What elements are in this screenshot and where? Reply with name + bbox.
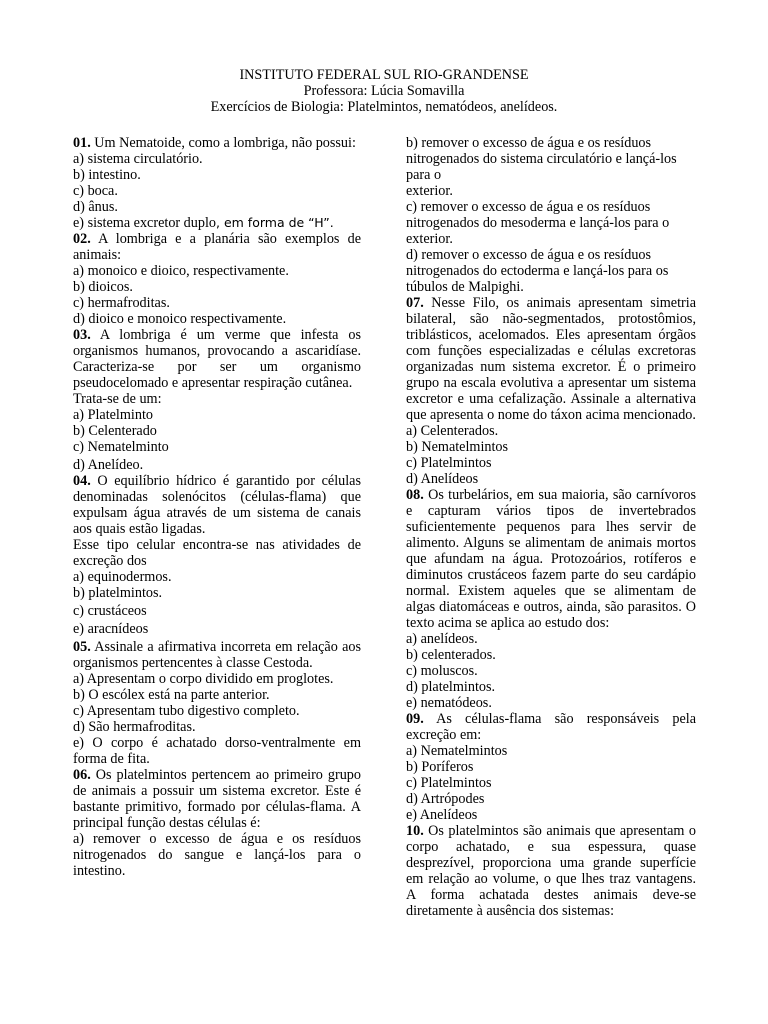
question-number: 04. (73, 473, 91, 489)
question-03 (73, 327, 361, 473)
option: a) equinodermos. (73, 569, 172, 585)
question-text: 04. O equilíbrio hídrico é garantido por células denominadas solenócitos (células-flama) que expulsam água através de um sistema de canais aos quais estão ligadas. (73, 473, 361, 537)
question-08 (406, 487, 696, 711)
question-number: 09. (406, 711, 424, 727)
option: b) Celenterado (73, 423, 157, 439)
option: a) Apresentam o corpo dividido em proglotes. (73, 671, 334, 687)
option: b) platelmintos. (73, 585, 163, 601)
option: b) O escólex está na parte anterior. (73, 687, 270, 703)
option: d) São hermafroditas. (73, 719, 196, 735)
question-text: 03. A lombriga é um verme que infesta os organismos humanos, provocando a ascaridíase. Caracteriza-se por ser um organismo pseudocelomado e apresentar respiração cutânea. (73, 327, 361, 391)
teacher-name: Professora: Lúcia Somavilla (303, 83, 465, 99)
option: e) Anelídeos (406, 807, 478, 823)
document-header (0, 67, 768, 115)
option: e) nematódeos. (406, 695, 492, 711)
option: c) hermafroditas. (73, 295, 170, 311)
option: e) aracnídeos (73, 621, 149, 637)
option: a) sistema circulatório. (73, 151, 203, 167)
question-07 (406, 295, 696, 487)
option: c) Apresentam tubo digestivo completo. (73, 703, 300, 719)
question-text: 09. As células-flama são responsáveis pela excreção em: (406, 711, 696, 743)
question-05 (73, 639, 361, 767)
question-01 (73, 135, 361, 231)
question-text: 05. Assinale a afirmativa incorreta em relação aos organismos pertencentes à classe Cestoda. (73, 639, 361, 671)
question-text: 01. Um Nematoide, como a lombriga, não possui: (73, 135, 356, 151)
question-02 (73, 231, 361, 327)
option: e) sistema excretor duplo, em forma de “H”. (73, 215, 334, 231)
question-prompt: Esse tipo celular encontra-se nas atividades de excreção dos (73, 537, 361, 569)
option: d) Artrópodes (406, 791, 485, 807)
exercise-title: Exercícios de Biologia: Platelmintos, nematódeos, anelídeos. (210, 99, 558, 115)
option: d) Anelídeos (406, 471, 479, 487)
question-09 (406, 711, 696, 823)
option: a) Celenterados. (406, 423, 499, 439)
question-number: 10. (406, 823, 424, 839)
question-number: 03. (73, 327, 91, 343)
option: b) remover o excesso de água e os resíduos nitrogenados do sistema circulatório e lançá-los para o (406, 135, 677, 183)
institution-name: INSTITUTO FEDERAL SUL RIO-GRANDENSE (239, 67, 529, 83)
question-number: 05. (73, 639, 91, 655)
right-column (406, 135, 696, 919)
option: d) dioico e monoico respectivamente. (73, 311, 287, 327)
option: b) Poríferos (406, 759, 474, 775)
option: d) Anelídeo. (73, 457, 144, 473)
question-text: 07. Nesse Filo, os animais apresentam simetria bilateral, são não-segmentados, protostômios, triblásticos, acelomados. Eles apresentam órgãos com funções especializadas e células excretoras organizadas num sistema excretor. É o primeiro grupo na escala evolutiva a apresentar um sistema excretor e uma cefalização. Assinale a alternativa que apresenta o nome do táxon acima mencionado. (406, 295, 696, 423)
option: a) remover o excesso de água e os resíduos nitrogenados do sangue e lançá-los para o intestino. (73, 831, 361, 879)
option: d) platelmintos. (406, 679, 496, 695)
option: b) dioicos. (73, 279, 133, 295)
question-number: 06. (73, 767, 91, 783)
left-column (73, 135, 361, 879)
option: c) Platelmintos (406, 455, 492, 471)
question-10 (406, 823, 696, 919)
option: b) intestino. (73, 167, 141, 183)
option: c) crustáceos (73, 603, 147, 619)
question-number: 02. (73, 231, 91, 247)
option: d) remover o excesso de água e os resíduos nitrogenados do ectoderma e lançá-los para os (406, 247, 669, 279)
question-number: 01. (73, 135, 91, 151)
question-text: 08. Os turbelários, em sua maioria, são carnívoros e capturam vários tipos de invertebrados suficientemente pequenos para lhes servir de alimento. Alguns se alimentam de animais mortos que afundam na água. Protozoários, rotíferos e diminutos crustáceos fazem parte do seu cardápio normal. Existem aqueles que se alimentam de algas diatomáceas e outros, ainda, são parasitos. O texto acima se aplica ao estudo dos: (406, 487, 696, 631)
question-text: 10. Os platelmintos são animais que apresentam o corpo achatado, e sua espessura, quase desprezível, proporciona uma grande superfície em relação ao volume, o que lhes traz vantagens. A forma achatada destes animais deve-se diretamente à ausência dos sistemas: (406, 823, 696, 919)
question-prompt: Trata-se de um: (73, 391, 162, 407)
option: a) monoico e dioico, respectivamente. (73, 263, 289, 279)
option-continuation: exterior. (406, 231, 453, 247)
option: c) remover o excesso de água e os resíduos nitrogenados do mesoderma e lançá-los para o (406, 199, 670, 231)
option: c) boca. (73, 183, 118, 199)
question-06 (73, 767, 361, 879)
option: d) ânus. (73, 199, 118, 215)
question-number: 08. (406, 487, 424, 503)
option: a) anelídeos. (406, 631, 478, 647)
option: b) celenterados. (406, 647, 496, 663)
option-continuation: exterior. (406, 183, 453, 199)
option: c) Platelmintos (406, 775, 492, 791)
option: a) Nematelmintos (406, 743, 508, 759)
question-04 (73, 473, 361, 637)
option: c) Nematelminto (73, 439, 169, 455)
option-continuation: túbulos de Malpighi. (406, 279, 524, 295)
option: a) Platelminto (73, 407, 153, 423)
option: c) moluscos. (406, 663, 478, 679)
question-text: 06. Os platelmintos pertencem ao primeiro grupo de animais a possuir um sistema excretor. Este é bastante primitivo, formado por células-flama. A principal função destas células é: (73, 767, 361, 831)
question-06-continued (406, 135, 696, 295)
option: b) Nematelmintos (406, 439, 509, 455)
option: e) O corpo é achatado dorso-ventralmente em forma de fita. (73, 735, 361, 767)
question-text: 02. A lombriga e a planária são exemplos de animais: (73, 231, 361, 263)
question-number: 07. (406, 295, 424, 311)
